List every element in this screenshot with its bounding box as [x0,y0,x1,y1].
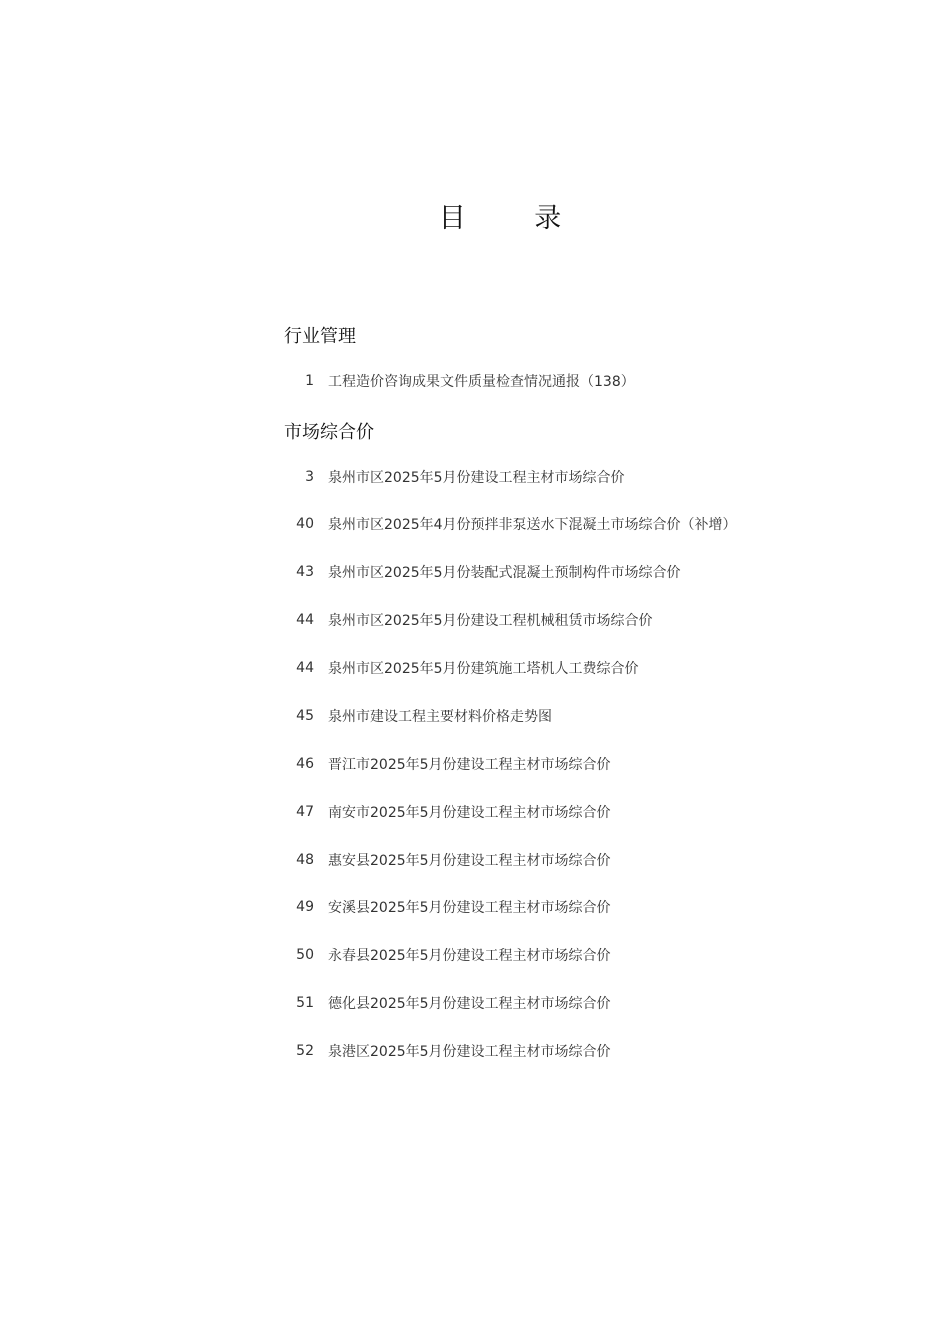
toc-entry-title: 泉州市区2025年5月份建筑施工塔机人工费综合价 [328,661,639,677]
toc-entry[interactable] [284,369,844,393]
toc-entry-title: 泉州市区2025年5月份装配式混凝土预制构件市场综合价 [328,565,681,581]
toc-entry[interactable] [284,560,844,584]
toc-entry-title: 泉州市建设工程主要材料价格走势图 [328,709,552,725]
toc-page-number: 44 [296,612,314,628]
toc-entry[interactable] [284,704,844,728]
toc-page-number: 49 [296,899,314,915]
toc-page-number: 51 [296,995,314,1011]
toc-entry[interactable] [284,848,844,872]
toc-page-number: 43 [296,564,314,580]
toc-entry[interactable] [284,991,844,1015]
toc-page-number: 44 [296,660,314,676]
toc-entry-title: 南安市2025年5月份建设工程主材市场综合价 [328,805,611,821]
toc-page-number: 40 [296,516,314,532]
toc-entry[interactable] [284,656,844,680]
toc-page-number: 1 [305,373,314,389]
toc-entry-title: 德化县2025年5月份建设工程主材市场综合价 [328,996,611,1012]
toc-page-number: 48 [296,852,314,868]
toc-entry-title: 泉州市区2025年5月份建设工程主材市场综合价 [328,470,625,486]
toc-entry-title: 泉州市区2025年4月份预拌非泵送水下混凝土市场综合价（补增） [328,517,737,533]
toc-entry[interactable] [284,895,844,919]
toc-page-number: 47 [296,804,314,820]
toc-entry[interactable] [284,752,844,776]
page-title: 目 录 [438,203,592,234]
toc-entry[interactable] [284,608,844,632]
toc-entry[interactable] [284,512,844,536]
toc-entry[interactable] [284,1039,844,1063]
toc-entry-title: 工程造价咨询成果文件质量检查情况通报（138） [328,374,635,390]
toc-page-number: 46 [296,756,314,772]
toc-page-number: 52 [296,1043,314,1059]
toc-entry-title: 永春县2025年5月份建设工程主材市场综合价 [328,948,611,964]
toc-entry-title: 安溪县2025年5月份建设工程主材市场综合价 [328,900,611,916]
toc-entry-title: 惠安县2025年5月份建设工程主材市场综合价 [328,853,611,869]
section-heading-market-price: 市场综合价 [284,422,374,443]
toc-entry[interactable] [284,800,844,824]
toc-entry-title: 晋江市2025年5月份建设工程主材市场综合价 [328,757,611,773]
toc-page-number: 50 [296,947,314,963]
toc-entry[interactable] [284,943,844,967]
section-heading-industry-management: 行业管理 [284,326,356,347]
toc-entry-title: 泉港区2025年5月份建设工程主材市场综合价 [328,1044,611,1060]
toc-page-number: 45 [296,708,314,724]
toc-entry-title: 泉州市区2025年5月份建设工程机械租赁市场综合价 [328,613,653,629]
toc-entry[interactable] [284,465,844,489]
toc-page-number: 3 [305,469,314,485]
